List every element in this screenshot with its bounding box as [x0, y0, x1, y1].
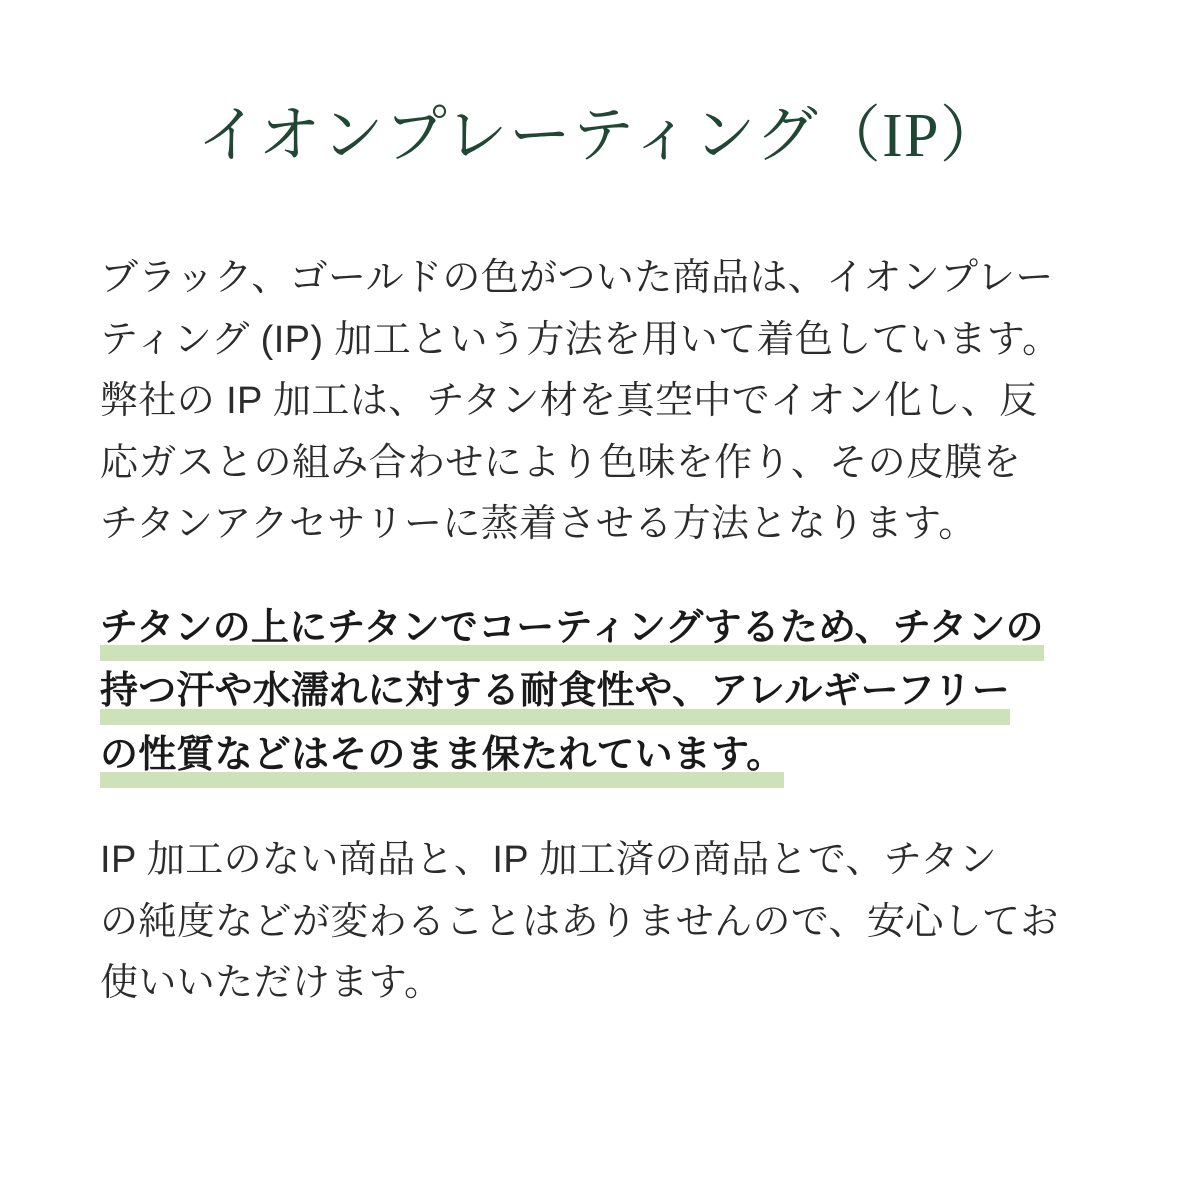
highlighted-line: 持つ汗や水濡れに対する耐食性や、アレルギーフリー	[100, 661, 1010, 725]
highlighted-line: の性質などはそのまま保たれています。	[100, 725, 784, 789]
paragraph-line: IP 加工のない商品と、IP 加工済の商品とで、チタン	[100, 839, 998, 882]
paragraph-line: の純度などが変わることはありませんので、安心してお	[100, 900, 1059, 943]
paragraph-intro	[100, 248, 1100, 556]
paragraph-line: 使いいただけます。	[100, 962, 443, 1005]
paragraph-line: ブラック、ゴールドの色がついた商品は、イオンプレー	[100, 257, 1054, 299]
page-title: イオンプレーティング（IP）	[197, 101, 1003, 170]
document-body	[100, 248, 1100, 1015]
paragraph-line: 弊社の IP 加工は、チタン材を真空中でイオン化し、反	[100, 380, 1038, 423]
paragraph-line: ティング (IP) 加工という方法を用いて着色しています。	[100, 318, 1061, 361]
paragraph-line: チタンアクセサリーに蒸着させる方法となります。	[100, 503, 977, 546]
paragraph-highlighted	[100, 598, 1100, 789]
highlighted-line: チタンの上にチタンでコーティングするため、チタンの	[100, 598, 1044, 662]
paragraph-closing	[100, 830, 1100, 1015]
paragraph-line: 応ガスとの組み合わせにより色味を作り、その皮膜を	[100, 441, 1022, 484]
